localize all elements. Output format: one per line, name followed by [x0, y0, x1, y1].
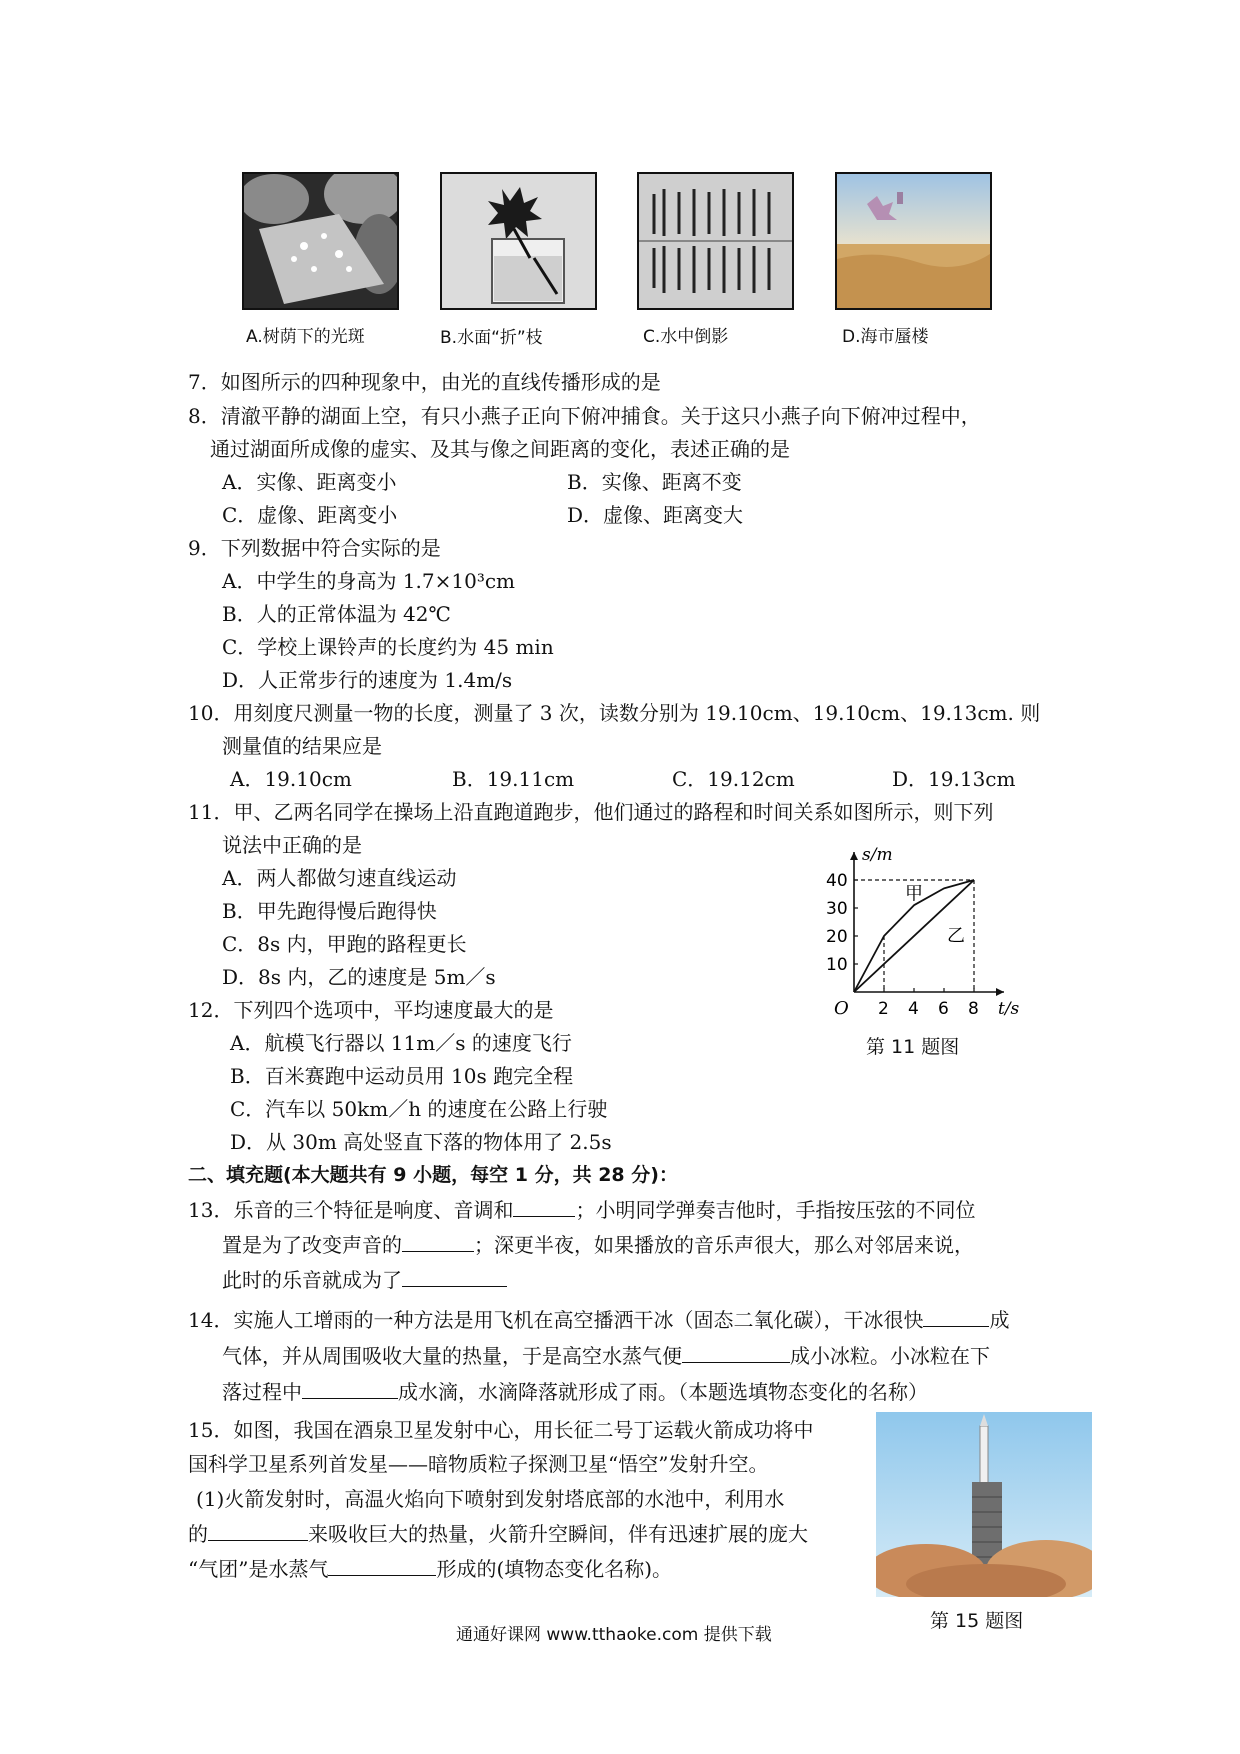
question-13-blank-3[interactable]	[402, 1268, 507, 1287]
y-tick-label-3: 40	[826, 871, 848, 891]
question-15-line4	[188, 1518, 808, 1547]
figure-c-caption: C.水中倒影	[643, 327, 729, 347]
question-15-line5	[188, 1553, 672, 1582]
question-15-l4b: 来吸收巨大的热量，火箭升空瞬间，伴有迅速扩展的庞大	[308, 1522, 808, 1546]
figure-c-water-reflection	[637, 172, 794, 310]
question-15-line1: 15．如图，我国在酒泉卫星发射中心，用长征二号丁运载火箭成功将中	[188, 1418, 814, 1442]
question-9-option-b: B．人的正常体温为 42℃	[222, 602, 451, 626]
question-15-l4a: 的	[188, 1522, 208, 1546]
question-15-rocket-photo	[876, 1412, 1092, 1597]
question-10-line1: 10．用刻度尺测量一物的长度，测量了 3 次，读数分别为 19.10cm、19.10cm、19.13cm. 则	[188, 701, 1041, 725]
question-8-option-c: C．虚像、距离变小	[222, 503, 398, 527]
question-13-blank-2[interactable]	[402, 1233, 474, 1252]
question-15-l5b: 形成的(填物态变化名称)。	[436, 1557, 673, 1581]
y-tick-label-1: 20	[826, 927, 848, 947]
series-1-label: 乙	[947, 925, 965, 947]
question-15-line3: (1)火箭发射时，高温火焰向下喷射到发射塔底部的水池中，利用水	[196, 1487, 785, 1511]
figure-d-caption: D.海市蜃楼	[842, 327, 929, 347]
question-12: 12．下列四个选项中，平均速度最大的是	[188, 998, 554, 1022]
figure-a-caption: A.树荫下的光斑	[246, 327, 365, 347]
y-tick-label-2: 30	[826, 899, 848, 919]
question-9: 9．下列数据中符合实际的是	[188, 536, 441, 560]
question-11-option-b: B．甲先跑得慢后跑得快	[222, 899, 437, 923]
question-11-line1: 11．甲、乙两名同学在操场上沿直跑道跑步，他们通过的路程和时间关系如图所示，则下列	[188, 800, 994, 824]
question-12-option-b: B．百米赛跑中运动员用 10s 跑完全程	[230, 1064, 574, 1088]
question-14-line1	[188, 1304, 1009, 1333]
question-10-option-d: D．19.13cm	[892, 767, 1016, 791]
footer-credit: 通通好课网 www.tthaoke.com 提供下载	[456, 1625, 772, 1645]
question-14-blank-3[interactable]	[302, 1380, 398, 1399]
question-14-l1b: 成	[989, 1308, 1010, 1332]
question-14-line2	[222, 1340, 990, 1369]
series-0-label: 甲	[905, 883, 923, 905]
question-13-l2a: 置是为了改变声音的	[222, 1233, 402, 1257]
question-9-option-d: D．人正常步行的速度为 1.4m/s	[222, 668, 513, 692]
question-9-option-c: C．学校上课铃声的长度约为 45 min	[222, 635, 554, 659]
question-13-line2	[222, 1229, 974, 1258]
question-11-chart	[818, 838, 1038, 1028]
question-11-option-c: C．8s 内，甲跑的路程更长	[222, 932, 467, 956]
origin-label: O	[834, 998, 849, 1019]
section-2-title: 二、填充题(本大题共有 9 小题，每空 1 分，共 28 分)：	[188, 1164, 678, 1186]
y-tick-label-0: 10	[826, 955, 848, 975]
question-8-line2: 通过湖面所成像的虚实、及其与像之间距离的变化，表述正确的是	[210, 437, 790, 461]
question-13-l3a: 此时的乐音就成为了	[222, 1268, 402, 1292]
question-10-option-b: B．19.11cm	[452, 767, 575, 791]
question-8-option-d: D．虚像、距离变大	[567, 503, 744, 527]
question-14-l3b: 成水滴，水滴降落就形成了雨。（本题选填物态变化的名称）	[398, 1380, 928, 1404]
question-13-l1a: 13．乐音的三个特征是响度、音调和	[188, 1198, 514, 1222]
question-15-line2: 国科学卫星系列首发星——暗物质粒子探测卫星“悟空”发射升空。	[188, 1452, 769, 1476]
question-14-l1a: 14．实施人工增雨的一种方法是用飞机在高空播洒干冰（固态二氧化碳），干冰很快	[188, 1308, 924, 1332]
question-10-line2: 测量值的结果应是	[222, 734, 382, 758]
figure-a-tree-shade	[242, 172, 399, 310]
question-8-option-a: A．实像、距离变小	[222, 470, 397, 494]
x-tick-label-2: 6	[938, 999, 949, 1019]
question-15-blank-1[interactable]	[208, 1522, 308, 1541]
figure-b-bent-stick	[440, 172, 597, 310]
question-15-l5a: “气团”是水蒸气	[188, 1557, 329, 1581]
question-14-blank-1[interactable]	[923, 1308, 989, 1327]
question-15-figure-caption: 第 15 题图	[930, 1610, 1024, 1632]
question-11-figure-caption: 第 11 题图	[866, 1036, 960, 1058]
question-10-option-c: C．19.12cm	[672, 767, 795, 791]
x-axis-label: t/s	[998, 999, 1020, 1019]
question-14-blank-2[interactable]	[682, 1344, 790, 1363]
question-8-line1: 8．清澈平静的湖面上空，有只小燕子正向下俯冲捕食。关于这只小燕子向下俯冲过程中，	[188, 404, 981, 428]
question-9-option-a: A．中学生的身高为 1.7×10³cm	[222, 569, 515, 593]
x-tick-label-3: 8	[968, 999, 979, 1019]
question-12-option-a: A．航模飞行器以 11m／s 的速度飞行	[230, 1031, 572, 1055]
x-tick-label-0: 2	[878, 999, 889, 1019]
question-13-line1	[188, 1194, 975, 1223]
question-12-option-d: D．从 30m 高处竖直下落的物体用了 2.5s	[230, 1130, 612, 1154]
question-14-l3a: 落过程中	[222, 1380, 302, 1404]
question-14-line3	[222, 1376, 928, 1405]
figure-b-caption: B.水面“折”枝	[440, 328, 543, 348]
question-12-option-c: C．汽车以 50km／h 的速度在公路上行驶	[230, 1097, 608, 1121]
question-13-line3	[222, 1264, 507, 1293]
question-10-option-a: A．19.10cm	[230, 767, 352, 791]
x-tick-label-1: 4	[908, 999, 919, 1019]
figure-d-mirage	[835, 172, 992, 310]
question-13-l1b: ；小明同学弹奏吉他时，手指按压弦的不同位	[575, 1198, 976, 1222]
y-axis-label: s/m	[862, 845, 893, 865]
question-11-option-d: D．8s 内，乙的速度是 5m／s	[222, 965, 496, 989]
question-14-l2b: 成小冰粒。小冰粒在下	[790, 1344, 990, 1368]
question-7: 7．如图所示的四种现象中，由光的直线传播形成的是	[188, 370, 661, 394]
question-13-blank-1[interactable]	[513, 1198, 575, 1217]
question-11-line2: 说法中正确的是	[222, 833, 362, 857]
question-8-option-b: B．实像、距离不变	[567, 470, 742, 494]
question-13-l2b: ；深更半夜，如果播放的音乐声很大，那么对邻居来说，	[474, 1233, 974, 1257]
x-axis-arrow	[996, 988, 1004, 996]
question-15-blank-2[interactable]	[328, 1557, 436, 1576]
question-14-l2a: 气体，并从周围吸收大量的热量，于是高空水蒸气便	[222, 1344, 682, 1368]
question-11-option-a: A．两人都做匀速直线运动	[222, 866, 457, 890]
y-axis-arrow	[850, 852, 858, 860]
